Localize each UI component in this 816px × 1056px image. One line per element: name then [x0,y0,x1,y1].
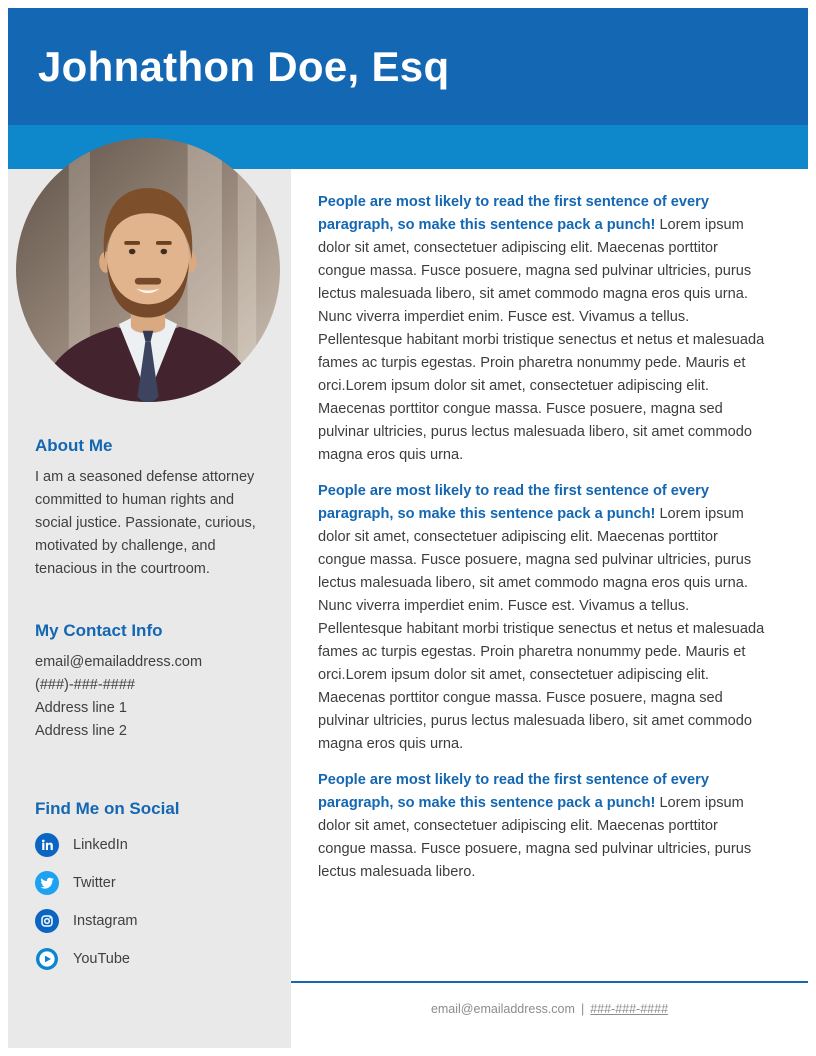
linkedin-icon [35,833,59,857]
contact-heading: My Contact Info [35,621,163,640]
social-label-twitter: Twitter [73,875,116,891]
contact-phone: (###)-###-#### [35,677,135,693]
resume-page [8,8,808,1048]
about-text: I am a seasoned defense attorney committed to human rights and social justice. Passionate, curious, motivated by challenge, and tenacious in the courtroom. [35,469,256,577]
header-band [8,8,808,125]
footer-phone[interactable]: ###-###-#### [590,1002,669,1016]
twitter-icon [35,871,59,895]
social-link-instagram[interactable] [35,909,269,933]
footer [291,1002,808,1016]
paragraph-3-body: Lorem ipsum dolor sit amet, consectetuer adipiscing elit. Maecenas porttitor congue massa. Fusce posuere, magna sed pulvinar ultricies, purus lectus malesuada libero. [318,795,752,880]
contact-address-1: Address line 1 [35,700,127,716]
profile-photo [16,138,280,402]
social-label-linkedin: LinkedIn [73,837,128,853]
contact-section [35,621,269,743]
paragraph-1-body: Lorem ipsum dolor sit amet, consectetuer adipiscing elit. Maecenas porttitor congue massa. Fusce posuere, magna sed pulvinar ultricies, purus lectus malesuada libero, sit amet commodo magna eros quis urna. Nunc viverra imperdiet enim. Fusce est. Vivamus a tellus. Pellentesque habitant morbi tristique senectus et netus et malesuada fames ac turpis egestas. Proin pharetra nonummy pede. Mauris et orci.Lorem ipsum dolor sit amet, consectetuer adipiscing elit. Maecenas porttitor congue massa. Fusce posuere, magna sed pulvinar ultricies, purus lectus malesuada libero, sit amet commodo magna eros quis urna. [318,217,765,463]
contact-email: email@emailaddress.com [35,654,203,670]
body-paragraph-2 [318,480,766,756]
paragraph-2-body: Lorem ipsum dolor sit amet, consectetuer adipiscing elit. Maecenas porttitor congue massa. Fusce posuere, magna sed pulvinar ultricies, purus lectus malesuada libero, sit amet commodo magna eros quis urna. Nunc viverra imperdiet enim. Fusce est. Vivamus a tellus. Pellentesque habitant morbi tristique senectus et netus et malesuada fames ac turpis egestas. Proin pharetra nonummy pede. Mauris et orci.Lorem ipsum dolor sit amet, consectetuer adipiscing elit. Maecenas porttitor congue massa. Fusce posuere, magna sed pulvinar ultricies, purus lectus malesuada libero, sit amet commodo magna eros quis urna. [318,506,765,752]
social-link-twitter[interactable] [35,871,269,895]
youtube-icon [35,947,59,971]
about-heading: About Me [35,436,113,455]
body-paragraph-1 [318,191,766,467]
instagram-icon [35,909,59,933]
contact-address-2: Address line 2 [35,723,127,739]
footer-divider [291,981,808,983]
paragraph-3-lead: People are most likely to read the first sentence of every paragraph, so make this sentence pack a punch! [318,772,709,811]
social-label-instagram: Instagram [73,913,138,929]
body-paragraph-3 [318,769,766,884]
paragraph-2-lead: People are most likely to read the first sentence of every paragraph, so make this sentence pack a punch! [318,483,709,522]
social-label-youtube: YouTube [73,951,130,967]
social-link-linkedin[interactable] [35,833,269,857]
about-section [35,436,269,581]
page-title: Johnathon Doe, Esq [38,42,450,90]
social-heading: Find Me on Social [35,799,180,818]
footer-email: email@emailaddress.com [430,1002,575,1016]
main-content [318,191,766,897]
social-section [35,799,269,971]
paragraph-1-lead: People are most likely to read the first sentence of every paragraph, so make this sentence pack a punch! [318,194,709,233]
footer-separator: | [580,1002,585,1016]
social-link-youtube[interactable] [35,947,269,971]
